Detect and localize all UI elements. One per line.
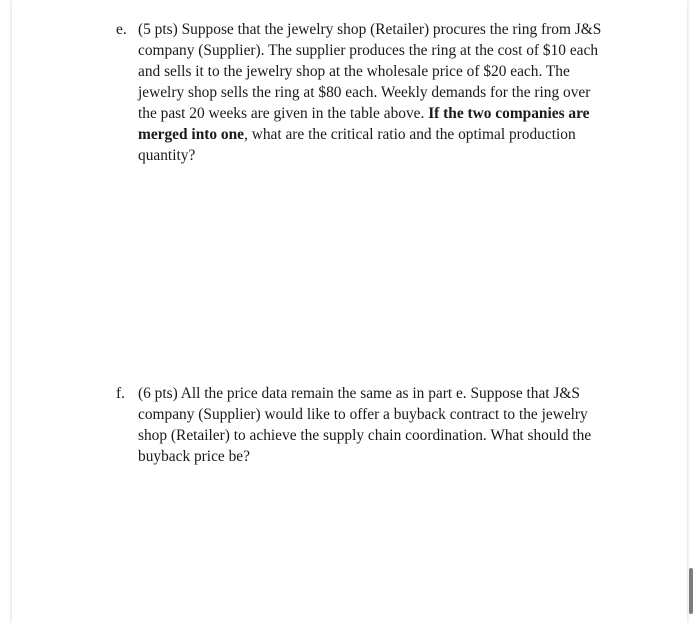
question-e-line-3: and sells it to the jewelry shop at the wholesale price of $20 each. The (138, 63, 570, 80)
question-f-line-3: shop (Retailer) to achieve the supply chain coordination. What should the (138, 427, 592, 444)
question-e-label: e. (116, 21, 127, 38)
question-f-line-1: f. (6 pts) All the price data remain the same as in part e. Suppose that J&S (116, 385, 580, 402)
document-page (12, 0, 687, 623)
question-e-line-1: e. (5 pts) Suppose that the jewelry shop (Retailer) procures the ring from J&S (116, 21, 602, 38)
question-e (116, 19, 601, 166)
question-e-bold-merged: merged into one (138, 126, 245, 143)
question-e-line-4: jewelry shop sells the ring at $80 each. Weekly demands for the ring over (138, 84, 591, 101)
question-e-line-7: quantity? (138, 147, 196, 164)
vertical-scrollbar[interactable] (689, 568, 693, 614)
question-e-line-6: merged into one, what are the critical ratio and the optimal production (138, 126, 576, 143)
question-f-line-2: company (Supplier) would like to offer a buyback contract to the jewelry (138, 406, 588, 423)
question-f (116, 383, 591, 467)
question-e-line-2: company (Supplier). The supplier produces the ring at the cost of $10 each (138, 42, 599, 59)
question-f-label: f. (116, 385, 125, 402)
question-e-bold-condition: If the two companies are (428, 105, 590, 122)
question-f-line-4: buyback price be? (138, 448, 250, 465)
question-e-line-5: the past 20 weeks are given in the table above. If the two companies are (138, 105, 590, 122)
